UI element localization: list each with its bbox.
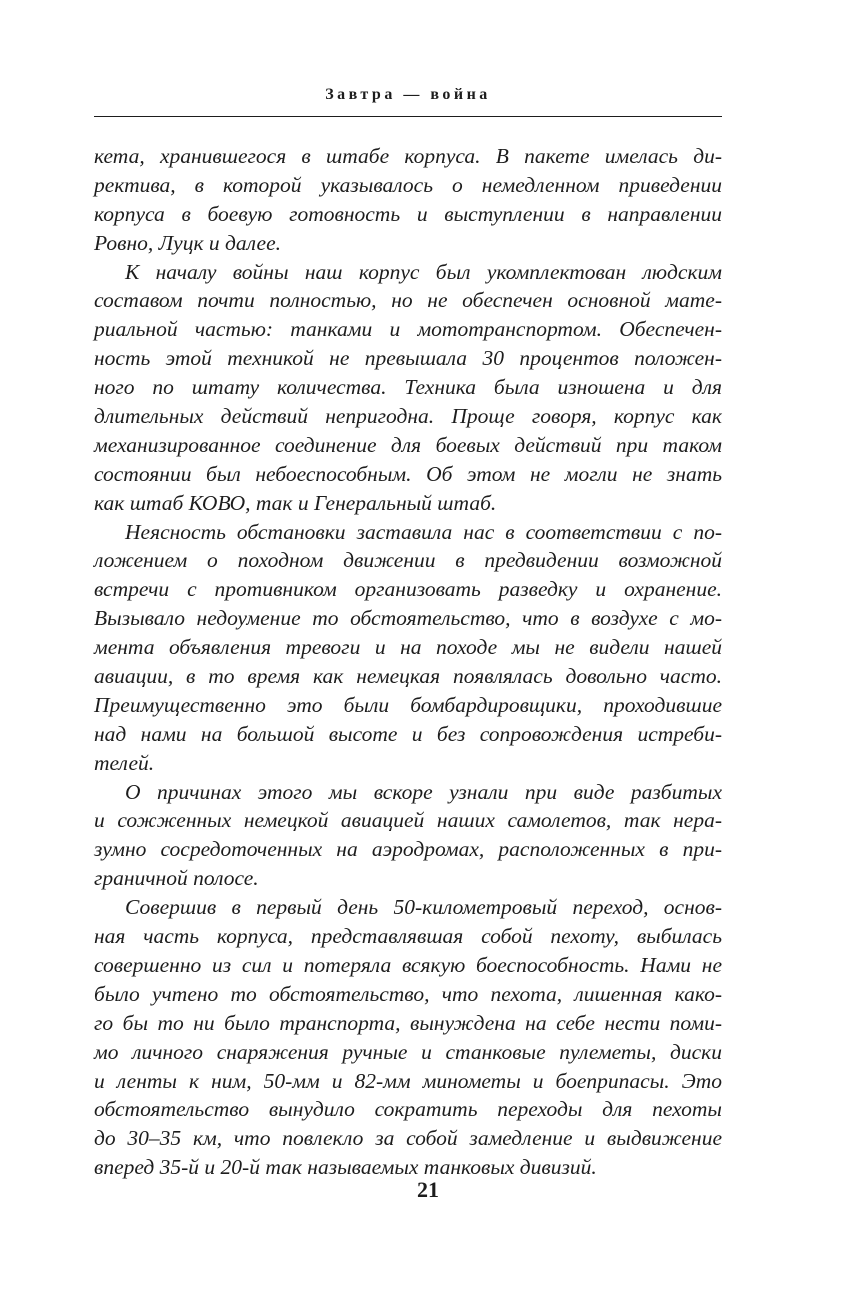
text-line: ная часть корпуса, представлявшая собой пехоту, выбилась bbox=[94, 924, 722, 949]
text-line: мо личного снаряжения ручные и станковые пулеметы, диски bbox=[94, 1039, 722, 1064]
text-line: телей. bbox=[94, 750, 155, 775]
text-line: зумно сосредоточенных на аэродромах, расположенных в при- bbox=[94, 837, 722, 862]
text-line: Вызывало недоумение то обстоятельство, что в воздухе с мо- bbox=[94, 606, 722, 631]
body-text bbox=[94, 142, 722, 1182]
text-line: К началу войны наш корпус был укомплектован людским bbox=[125, 259, 722, 284]
text-line: го бы то ни было транспорта, вынуждена на себе нести поми- bbox=[94, 1010, 722, 1035]
page-number: 21 bbox=[417, 1177, 439, 1202]
text-line: обстоятельство вынудило сократить переходы для пехоты bbox=[94, 1097, 722, 1122]
text-line: и сожженных немецкой авиацией наших самолетов, так нера- bbox=[94, 808, 722, 833]
text-line: состоянии был небоеспособным. Об этом не могли не знать bbox=[94, 461, 722, 486]
text-line: совершенно из сил и потеряла всякую боеспособность. Нами не bbox=[94, 952, 722, 977]
text-line: над нами на большой высоте и без сопровождения истреби- bbox=[94, 721, 722, 746]
text-line: ложением о походном движении в предвидении возможной bbox=[94, 548, 722, 573]
text-line: было учтено то обстоятельство, что пехота, лишенная како- bbox=[94, 981, 722, 1006]
text-line: Неясность обстановки заставила нас в соответствии с по- bbox=[125, 519, 722, 544]
text-line: составом почти полностью, но не обеспечен основной мате- bbox=[94, 288, 722, 313]
header-rule bbox=[94, 116, 722, 117]
text-line: О причинах этого мы вскоре узнали при виде разбитых bbox=[125, 779, 722, 804]
running-title: Завтра — война bbox=[325, 86, 491, 103]
text-line: вперед 35-й и 20-й так называемых танковых дивизий. bbox=[94, 1155, 597, 1180]
text-line: Ровно, Луцк и далее. bbox=[94, 230, 282, 255]
text-line: как штаб КОВО, так и Генеральный штаб. bbox=[94, 490, 497, 515]
text-line: длительных действий непригодна. Проще говоря, корпус как bbox=[94, 404, 722, 429]
text-line: ность этой техникой не превышала 30 процентов положен- bbox=[94, 346, 722, 371]
text-line: механизированное соединение для боевых действий при таком bbox=[94, 432, 722, 457]
text-line: авиации, в то время как немецкая появлялась довольно часто. bbox=[94, 664, 722, 689]
text-line: до 30–35 км, что повлекло за собой замедление и выдвижение bbox=[94, 1126, 722, 1151]
text-line: Преимущественно это были бомбардировщики, проходившие bbox=[94, 692, 722, 717]
text-line: корпуса в боевую готовность и выступлении в направлении bbox=[94, 201, 722, 226]
text-line: ректива, в которой указывалось о немедленном приведении bbox=[94, 172, 722, 197]
text-line: риальной частью: танками и мототранспортом. Обеспечен- bbox=[94, 317, 722, 342]
text-line: мента объявления тревоги и на походе мы не видели нашей bbox=[94, 635, 722, 660]
text-line: ного по штату количества. Техника была изношена и для bbox=[94, 375, 722, 400]
text-line: встречи с противником организовать разведку и охранение. bbox=[94, 577, 722, 602]
text-line: кета, хранившегося в штабе корпуса. В пакете имелась ди- bbox=[94, 144, 722, 168]
text-line: граничной полосе. bbox=[94, 866, 259, 891]
text-line: Совершив в первый день 50-километровый переход, основ- bbox=[125, 895, 722, 920]
text-line: и ленты к ним, 50-мм и 82-мм минометы и боеприпасы. Это bbox=[94, 1068, 722, 1093]
